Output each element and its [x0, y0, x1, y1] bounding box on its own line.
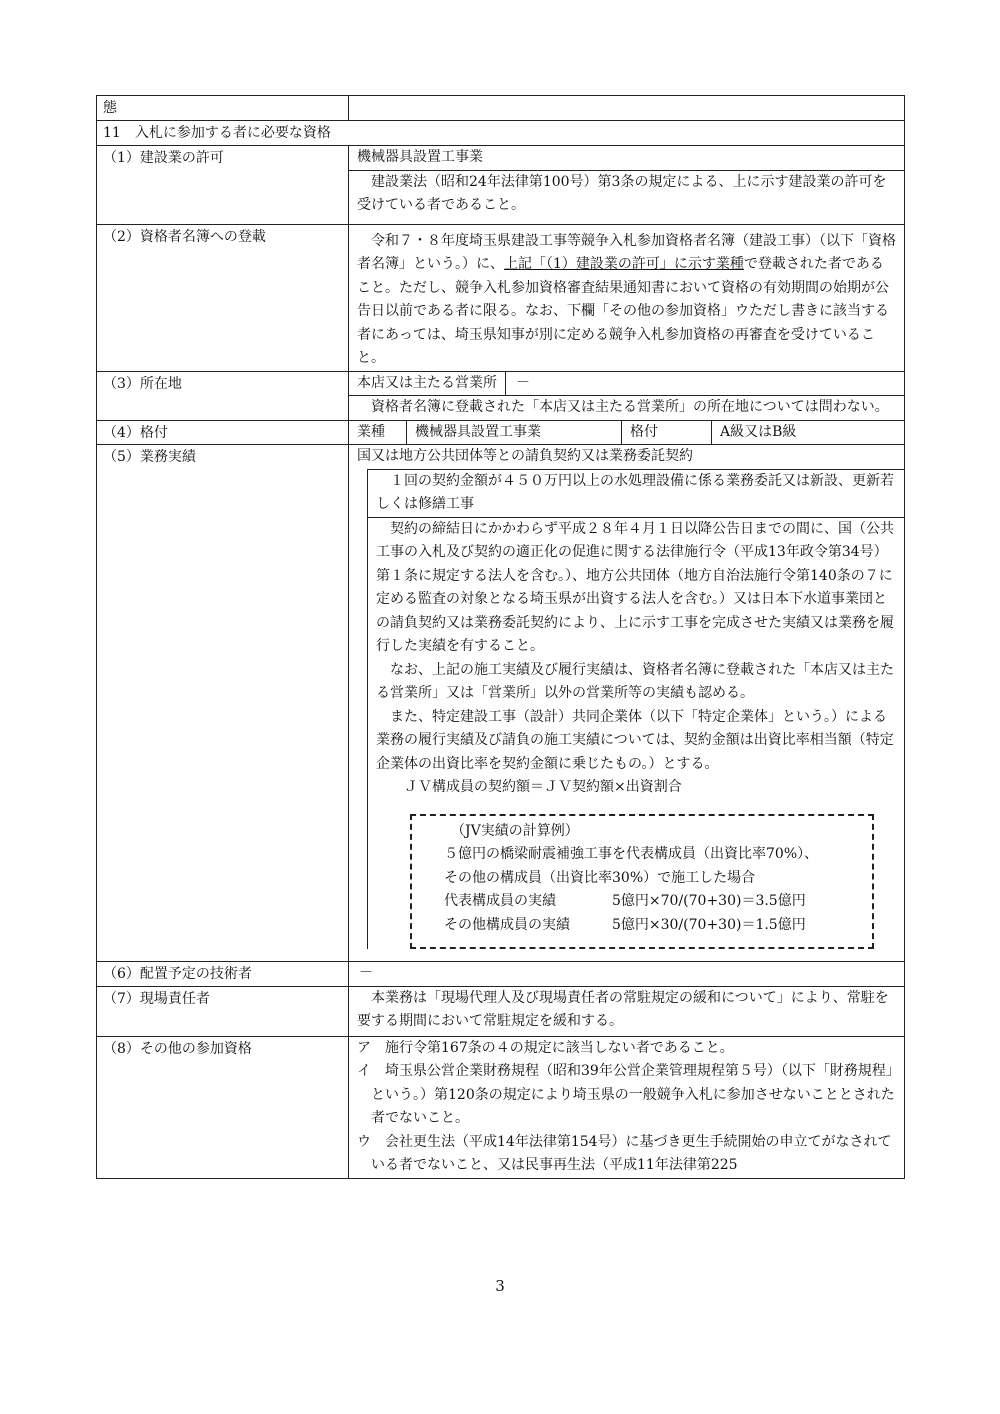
page-number: 3	[495, 1277, 505, 1295]
qualification-table	[96, 95, 905, 1179]
carryover-value	[349, 96, 904, 120]
jv-example-line1: ５億円の橋梁耐震補強工事を代表構成員（出資比率70%）、	[444, 846, 819, 862]
label-performance: （5）業務実績	[97, 445, 349, 961]
site-manager-text: 本業務は「現場代理人及び現場責任者の常駐規定の緩和について」により、常駐を要する期間において常駐規定を緩和する。	[357, 989, 889, 1029]
performance-p2: なお、上記の施工実績及び履行実績は、資格者名簿に登載された「本店又は主たる営業所」又は「営業所」以外の営業所等の実績も認める。	[376, 661, 894, 701]
section-title-row	[97, 120, 904, 145]
label-construction-permit: （1）建設業の許可	[97, 146, 349, 224]
permit-text: 建設業法（昭和24年法律第100号）第3条の規定による、上に示す建設業の許可を受けている者であること。	[357, 173, 887, 213]
engineer-value: －	[359, 965, 373, 981]
registry-underlined: 上記「（1）建設業の許可」に示す業種	[504, 256, 744, 272]
grade-key: 格付	[622, 421, 712, 445]
row-other-qualifications	[97, 1036, 904, 1178]
jv-example-title: （JV実績の計算例）	[451, 822, 579, 839]
grade-key-type: 業種	[349, 421, 407, 445]
row-grade	[97, 420, 904, 445]
row-engineer	[97, 961, 904, 986]
grade-value: A級又はB級	[720, 423, 797, 440]
label-location: （3）所在地	[97, 372, 349, 420]
section-title: 11 入札に参加する者に必要な資格	[103, 125, 331, 141]
jv-formula: ＪＶ構成員の契約額＝ＪＶ契約額×出資割合	[404, 779, 682, 795]
location-key: 本店又は主たる営業所	[349, 372, 506, 396]
label-grade: （4）格付	[97, 421, 349, 445]
performance-p1: 契約の締結日にかかわらず平成２８年４月１日以降公告日までの間に、国（公共工事の入札及び契約の適正化の促進に関する法律施行令（平成13年政令第34号）第１条に規定する法人を含む。）、地方公共団体（地方自治法施行令第140条の７に定める監査の対象となる埼玉県が出資する法人を含む。）又は日本下水道事業団との請負契約又は業務委託契約により、上に示す工事を完成させた実績又は業務を履行した実績を有すること。	[376, 520, 894, 654]
row-construction-permit	[97, 145, 904, 224]
carryover-row	[97, 96, 904, 120]
location-text: 資格者名簿に登載された「本店又は主たる営業所」の所在地については問わない。	[371, 399, 889, 415]
performance-requirement: １回の契約金額が４５０万円以上の水処理設備に係る業務委託又は新設、更新若しくは修繕工事	[376, 472, 894, 512]
qualification-a: ア 施行令第167条の４の規定に該当しない者であること。	[357, 1039, 734, 1056]
grade-type-value: 機械器具設置工事業	[407, 421, 622, 445]
label-engineer: （6）配置予定の技術者	[97, 962, 349, 986]
performance-p3: また、特定建設工事（設計）共同企業体（以下「特定企業体」という。）による業務の履行実績及び請負の施工実績については、契約金額は出資比率相当額（特定企業体の出資比率を契約金額に乗じたもの。）とする。	[376, 708, 894, 772]
jv-example-box	[410, 814, 874, 950]
qualification-u: ウ 会社更生法（平成14年法律第154号）に基づき更生手続開始の申立てがなされている者でないこと、又は民事再生法（平成11年法律第225	[357, 1133, 892, 1173]
qualification-i: イ 埼玉県公営企業財務規程（昭和39年公営企業管理規程第５号）（以下「財務規程」という。）第120条の規定により埼玉県の一般競争入札に参加させないこととされた者でないこと。	[357, 1063, 895, 1126]
row-site-manager	[97, 986, 904, 1036]
jv-example-other: その他構成員の実績 5億円×30/(70+30)＝1.5億円	[444, 916, 806, 933]
label-registry: （2）資格者名簿への登載	[97, 225, 349, 371]
permit-type: 機械器具設置工事業	[357, 149, 483, 165]
jv-example-line2: その他の構成員（出資比率30%）で施工した場合	[444, 869, 756, 886]
location-value: －	[516, 374, 530, 391]
label-site-manager: （7）現場責任者	[97, 987, 349, 1036]
row-location	[97, 371, 904, 420]
row-performance	[97, 444, 904, 961]
label-other-qualifications: （8）その他の参加資格	[97, 1037, 349, 1178]
jv-example-rep: 代表構成員の実績 5億円×70/(70+30)＝3.5億円	[444, 893, 806, 909]
carryover-label: 態	[97, 96, 349, 120]
row-registry	[97, 224, 904, 371]
performance-head: 国又は地方公共団体等との請負契約又は業務委託契約	[357, 448, 693, 464]
registry-text: 令和７・８年度埼玉県建設工事等競争入札参加資格者名簿（建設工事）（以下「資格者名簿」という。）に、上記「（1）建設業の許可」に示す業種で登載された者であること。ただし、競争入札参加資格審査結果通知書において資格の有効期間の始期が公告日以前である者に限る。なお、下欄「その他の参加資格」ウただし書きに該当する者にあっては、埼玉県知事が別に定める競争入札参加資格の再審査を受けていること。	[357, 232, 896, 366]
